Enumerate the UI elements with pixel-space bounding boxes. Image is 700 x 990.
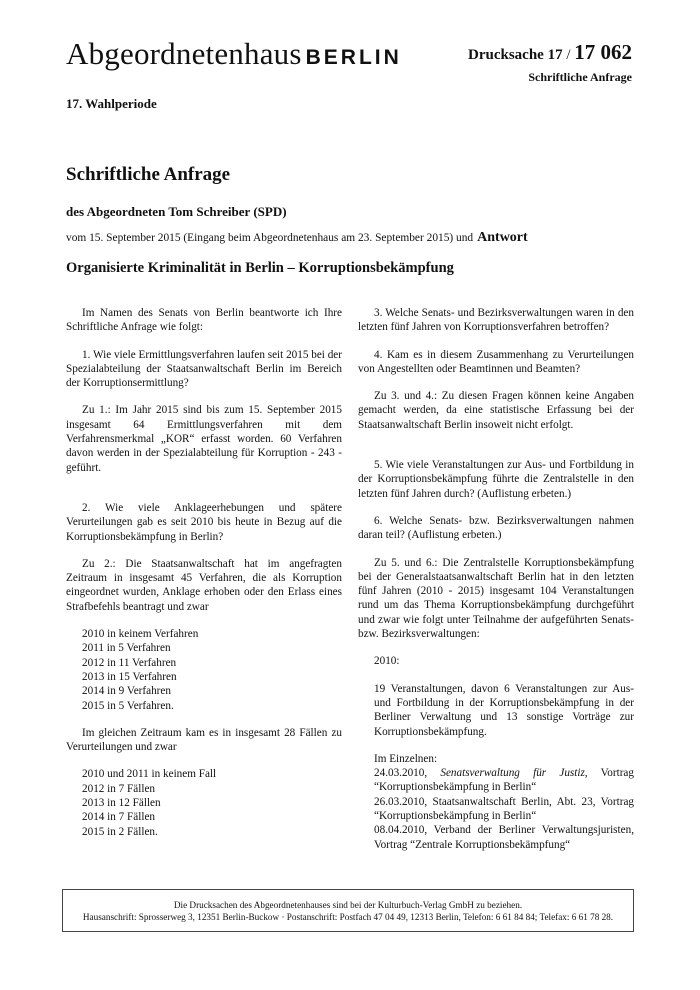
summary-2010: 19 Veranstaltungen, davon 6 Veranstaltungen zur Aus- und Fortbildung in der Korruptionsbekämpfung in der Berliner Verwaltung und 13 sonstige Vorträge zur Korruptionsbekämpfung. [374, 682, 634, 738]
drucksache-value: 17 062 [574, 40, 632, 64]
list-item: 2011 in 5 Verfahren [82, 642, 171, 655]
event-entry: 08.04.2010, Verband der Berliner Verwaltungsjuristen, Vortrag “Zentrale Korruptionsbekämpfung“ [374, 824, 634, 851]
question-3: 3. Welche Senats- und Bezirksverwaltungen waren in den letzten fünf Jahren von Korruptionsverfahren betroffen? [358, 307, 634, 334]
answer-2: Zu 2.: Die Staatsanwaltschaft hat im angefragten Zeitraum in insgesamt 45 Verfahren, die als Korruption eingeordnet wurden, Anklage erhoben oder den Erlass eines Strafbefehls beantragt und zwar [66, 557, 342, 613]
event-description: , Vortrag “Korruptionsbekämpfung in Berlin“ [374, 767, 634, 794]
answer-5-6: Zu 5. und 6.: Die Zentralstelle Korruptionsbekämpfung bei der Generalstaatsanwaltschaft Berlin hat in den letzten fünf Jahren (2010 - 2015) insgesamt 104 Veranstaltungen rund um das Thema Korruptionsbekämpfung durchgeführt und zwar wie folgt unter Teilnahme der aufgeführten Senats- bzw. Bezirksverwaltungen: [358, 556, 634, 641]
list-item: 2013 in 15 Verfahren [82, 670, 177, 683]
year-2010-label: 2010: [374, 655, 400, 668]
list-item: 2012 in 11 Verfahren [82, 656, 177, 669]
event-date: 24.03.2010, [374, 767, 428, 780]
brand-city: BERLIN [305, 46, 402, 69]
footer-line-1: Die Drucksachen des Abgeordnetenhauses sind bei der Kulturbuch-Verlag GmbH zu beziehen. [173, 900, 523, 910]
left-column [66, 306, 342, 852]
details-heading: Im Einzelnen: [374, 752, 438, 765]
answer-1: Zu 1.: Im Jahr 2015 sind bis zum 15. September 2015 insgesamt 64 Ermittlungsverfahren mit dem Verfahrensmerkmal „KOR“ erfasst worden. 60 Verfahren davon werden in der Spezialabteilung für Korruption - 243 - geführt. [66, 404, 342, 474]
indictment-list [66, 627, 342, 713]
drucksache-separator: / [562, 47, 575, 63]
list-item: 2010 in keinem Verfahren [82, 628, 199, 641]
footer-line-2: Hausanschrift: Sprosserweg 3, 12351 Berlin-Buckow · Postanschrift: Postfach 47 04 49, 12313 Berlin, Telefon: 6 61 84 84; Telefax: 6 61 78 28. [82, 912, 614, 922]
parliament-logo [66, 36, 402, 72]
details-list [358, 752, 634, 852]
wahlperiode: 17. Wahlperiode [66, 96, 157, 111]
list-item: 2015 in 5 Verfahren. [82, 699, 174, 712]
answer-3-4: Zu 3. und 4.: Zu diesen Fragen können keine Angaben gemacht werden, da eine statistische Erfassung bei der Staatsanwaltschaft Berlin insoweit nicht erfolgt. [358, 390, 634, 431]
list-item: 2010 und 2011 in keinem Fall [82, 768, 217, 781]
drucksache-number [468, 40, 632, 65]
question-2: 2. Wie viele Anklageerhebungen und spätere Verurteilungen gab es seit 2010 bis heute in Bezug auf die Korruptionsbekämpfung in Berlin? [66, 501, 342, 543]
event-organisation: Senatsverwaltung für Justiz [440, 767, 585, 780]
answer-label: Antwort [477, 230, 528, 245]
intro-paragraph: Im Namen des Senats von Berlin beantworte ich Ihre Schriftliche Anfrage wie folgt: [66, 307, 342, 334]
doc-kind-small: Schriftliche Anfrage [528, 70, 632, 84]
question-4: 4. Kam es in diesem Zusammenhang zu Verurteilungen von Angestellten oder Beamtinnen und Beamten? [358, 348, 634, 375]
list-item: 2015 in 2 Fällen. [82, 825, 158, 838]
drucksache-label: Drucksache 17 [468, 47, 563, 63]
date-line [66, 230, 528, 246]
topic-heading: Organisierte Kriminalität in Berlin – Korruptionsbekämpfung [66, 260, 454, 276]
date-text: vom 15. September 2015 (Eingang beim Abgeordnetenhaus am 23. September 2015) und [66, 232, 474, 244]
footer-box [62, 889, 634, 932]
author-line: des Abgeordneten Tom Schreiber (SPD) [66, 204, 287, 219]
event-entry: 26.03.2010, Staatsanwaltschaft Berlin, Abt. 23, Vortrag “Korruptionsbekämpfung in Berlin“ [374, 795, 634, 823]
question-1: 1. Wie viele Ermittlungsverfahren laufen seit 2015 bei der Spezialabteilung der Staatsanwaltschaft Berlin im Bereich der Korruptionsermittlung? [66, 348, 342, 390]
list-item: 2013 in 12 Fällen [82, 797, 161, 810]
page-title: Schriftliche Anfrage [66, 164, 231, 185]
question-6: 6. Welche Senats- bzw. Bezirksverwaltungen nahmen daran teil? (Auflistung erbeten.) [358, 514, 634, 542]
right-column [358, 306, 634, 852]
list-item: 2014 in 7 Fällen [82, 811, 156, 824]
question-5: 5. Wie viele Veranstaltungen zur Aus- und Fortbildung in der Korruptionsbekämpfung führte die Zentralstelle in den letzten fünf Jahren durch? (Auflistung erbeten.) [358, 459, 634, 500]
list-item: 2014 in 9 Verfahren [82, 685, 171, 698]
conviction-list [66, 767, 342, 838]
brand-main: Abgeordnetenhaus [66, 36, 302, 71]
event-entry [374, 766, 634, 795]
conviction-paragraph: Im gleichen Zeitraum kam es in insgesamt 28 Fällen zu Verurteilungen und zwar [66, 726, 342, 754]
list-item: 2012 in 7 Fällen [82, 782, 156, 795]
